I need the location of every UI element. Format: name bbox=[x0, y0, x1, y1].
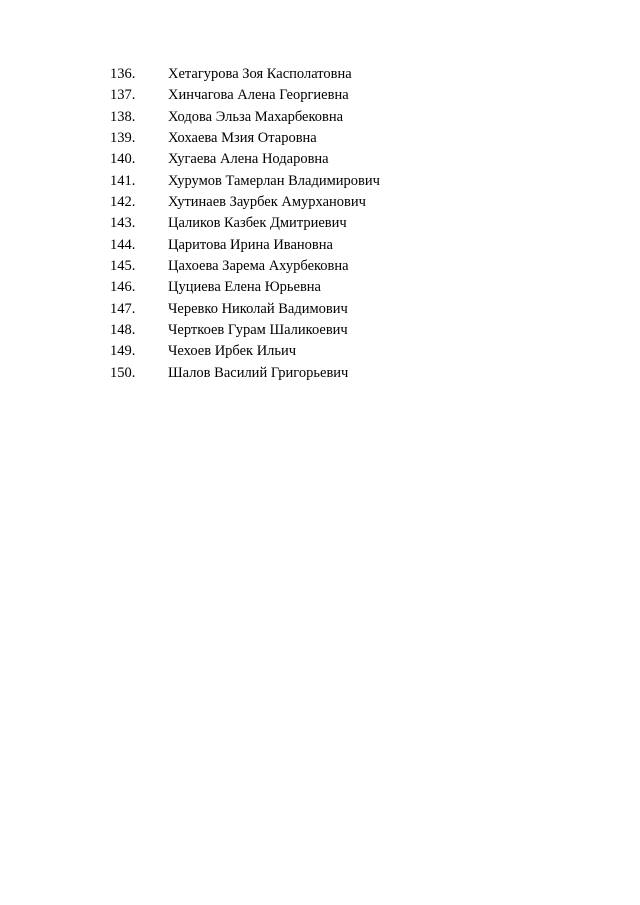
list-item bbox=[110, 299, 380, 320]
list-item bbox=[110, 341, 380, 362]
name-list bbox=[110, 64, 380, 384]
item-name: Ходова Эльза Махарбековна bbox=[168, 108, 344, 125]
item-name: Хинчагова Алена Георгиевна bbox=[168, 87, 349, 104]
item-name: Хетагурова Зоя Касполатовна bbox=[168, 66, 352, 82]
list-item bbox=[110, 235, 380, 256]
item-name: Черевко Николай Вадимович bbox=[168, 300, 348, 317]
item-number: 145. bbox=[110, 258, 136, 275]
item-name: Цаликов Казбек Дмитриевич bbox=[168, 215, 347, 232]
item-number: 140. bbox=[110, 151, 136, 168]
item-name: Хохаева Мзия Отаровна bbox=[168, 130, 317, 147]
item-name: Черткоев Гурам Шаликоевич bbox=[168, 322, 348, 339]
list-item bbox=[110, 192, 380, 213]
item-number: 149. bbox=[110, 343, 136, 360]
item-number: 137. bbox=[110, 87, 136, 104]
item-name: Чехоев Ирбек Ильич bbox=[168, 343, 297, 360]
list-item bbox=[110, 64, 380, 85]
item-number: 142. bbox=[110, 194, 136, 211]
item-name: Хугаева Алена Нодаровна bbox=[168, 151, 329, 168]
list-item bbox=[110, 213, 380, 234]
item-number: 150. bbox=[110, 364, 136, 381]
item-number: 146. bbox=[110, 279, 136, 296]
item-name: Хурумов Тамерлан Владимирович bbox=[168, 172, 380, 189]
list-item bbox=[110, 277, 380, 298]
list-item bbox=[110, 256, 380, 277]
item-number: 144. bbox=[110, 236, 136, 253]
item-name: Царитова Ирина Ивановна bbox=[168, 236, 333, 253]
list-item bbox=[110, 149, 380, 170]
list-item bbox=[110, 85, 380, 106]
list-item bbox=[110, 320, 380, 341]
list-item bbox=[110, 363, 380, 384]
item-number: 136. bbox=[110, 66, 136, 82]
list-item bbox=[110, 128, 380, 149]
item-number: 147. bbox=[110, 300, 136, 317]
item-name: Шалов Василий Григорьевич bbox=[168, 364, 349, 381]
item-number: 138. bbox=[110, 108, 136, 125]
item-name: Цахоева Зарема Ахурбековна bbox=[168, 258, 349, 275]
item-number: 143. bbox=[110, 215, 136, 232]
list-item bbox=[110, 107, 380, 128]
item-number: 141. bbox=[110, 172, 136, 189]
item-name: Хутинаев Заурбек Амурханович bbox=[168, 194, 366, 211]
item-name: Цуциева Елена Юрьевна bbox=[168, 279, 321, 296]
item-number: 139. bbox=[110, 130, 136, 147]
list-item bbox=[110, 171, 380, 192]
item-number: 148. bbox=[110, 322, 136, 339]
